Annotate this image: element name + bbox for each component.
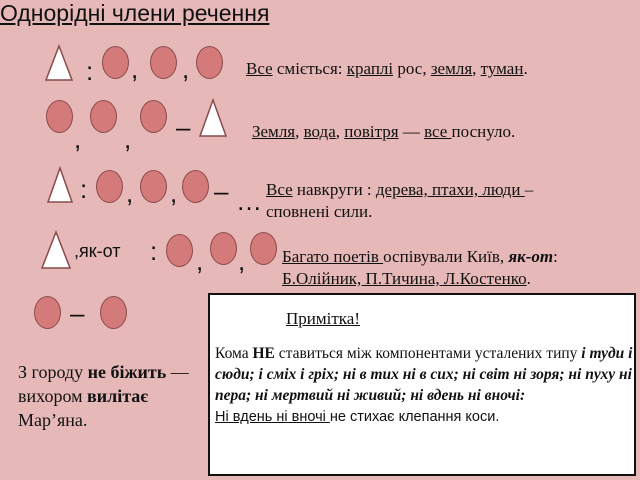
note-body: Кома НЕ ставиться між компонентами усталених типу і туди і сюди; і сміх і гріх; ні в тих ні в сих; ні світ ні зоря; ні пуху ні пера; ні мертвий ні живий; ні вдень ні вночі: Ні вдень ні вночі не стихає клепання коси. [215,345,633,425]
subject-circle-icon [46,100,73,133]
comma-mark: , [196,246,204,276]
comma-mark: , [170,178,178,208]
example-sentence-4: Багато поетів оспівували Київ, як-от: Б.Олійник, П.Тичина, Л.Костенко. [282,247,558,288]
colon-mark: : [150,236,158,266]
subject-circle-icon [166,234,193,267]
subject-circle-icon [140,170,167,203]
yak-ot-label: ,як-от [74,241,121,261]
predicate-triangle-icon [46,166,74,204]
ellipsis-mark: … [236,186,262,216]
comma-mark: , [131,54,139,84]
comma-mark: , [182,54,190,84]
subject-circle-icon [182,170,209,203]
subject-circle-icon [150,46,177,79]
subject-circle-icon [102,46,129,79]
comma-mark: , [74,124,82,154]
side-example-sentence: З городу не біжить — вихором вилітає Мар’яна. [18,362,189,430]
comma-mark: , [126,178,134,208]
note-sentence-underlined: Ні вдень ні вночі [215,409,330,425]
subject-circle-icon [90,100,117,133]
comma-mark: , [238,246,246,276]
note-title: Примітка! [286,309,360,328]
subject-circle-icon [96,170,123,203]
subject-circle-icon [196,46,223,79]
subject-circle-icon [34,296,61,329]
predicate-triangle-icon [40,230,72,270]
predicate-triangle-icon [44,44,74,82]
subject-circle-icon [250,232,277,265]
subject-circle-icon [210,232,237,265]
note-box [208,293,636,476]
subject-circle-icon [100,296,127,329]
colon-mark: : [80,174,88,204]
dash-mark: – [214,176,229,206]
colon-mark: : [86,56,94,86]
page-title: Однорідні члени речення [0,0,270,26]
predicate-triangle-icon [198,98,228,138]
example-sentence-2: Земля, вода, повітря — все поснуло. [252,122,516,141]
dash-mark: – [70,298,85,328]
note-examples: і туди і сюди; і сміх і гріх; ні в тих ні в сих; ні світ ні зоря; ні пуху ні пера; ні мертвий ні живий; ні вдень ні вночі: [215,345,633,404]
subject-circle-icon [140,100,167,133]
example-sentence-1: Все сміється: краплі рос, земля, туман. [246,59,528,78]
comma-mark: , [124,124,132,154]
dash-mark: – [176,112,191,142]
example-sentence-3: Все навкруги : дерева, птахи, люди – сповнені сили. [266,180,534,221]
